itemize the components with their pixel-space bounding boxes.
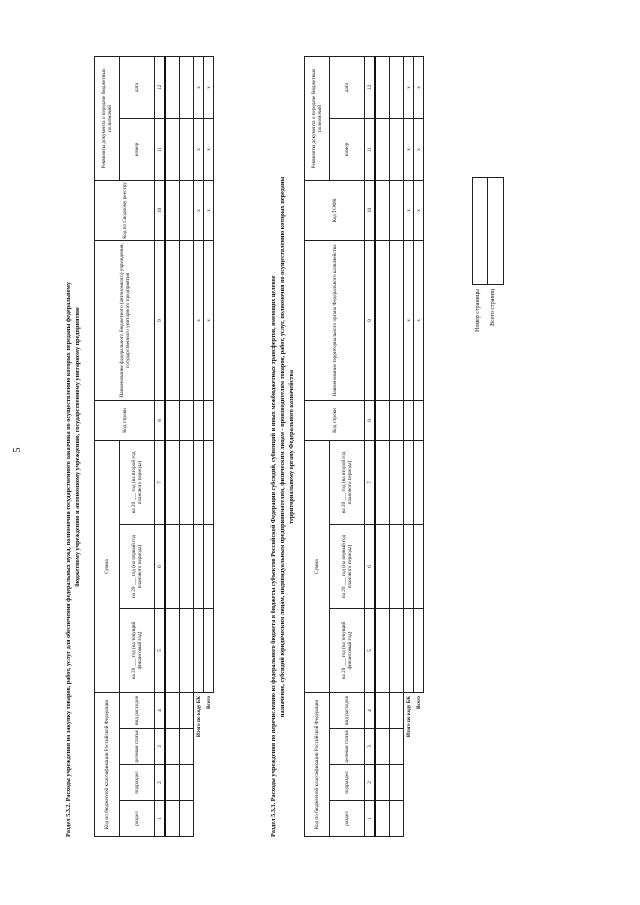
s1-cell[interactable]: [165, 801, 180, 837]
s2-x: x: [414, 240, 424, 400]
page-counter-divider: [487, 178, 488, 284]
s2-cell[interactable]: [375, 729, 390, 765]
s1-cell[interactable]: [204, 400, 214, 440]
s2-cell[interactable]: [375, 118, 390, 180]
s1-col-num: 9: [155, 240, 166, 400]
s2-header-y2: на 20 ___ год (на первый год планового периода): [330, 524, 365, 608]
s1-data-row: [165, 56, 180, 836]
s1-header-cs: целевая статья: [120, 729, 155, 765]
s2-cell[interactable]: [390, 692, 404, 728]
total-pages-label: Всего страниц: [490, 289, 496, 326]
s1-col-num: 8: [155, 400, 166, 440]
s2-cell[interactable]: [414, 524, 424, 608]
s2-header-kbk: Код по бюджетной классификации Российской Федерации: [305, 692, 330, 836]
s2-cell[interactable]: [390, 400, 404, 440]
s1-itogo-label: Итого по коду БК: [194, 692, 204, 836]
s2-col-num: 7: [365, 440, 376, 524]
s2-col-num: 4: [365, 692, 376, 728]
s1-cell[interactable]: [180, 729, 194, 765]
s2-cell[interactable]: [375, 56, 390, 118]
s1-cell[interactable]: [180, 801, 194, 837]
s2-x: x: [414, 180, 424, 240]
s1-x: x: [194, 56, 204, 118]
s2-cell[interactable]: [404, 608, 414, 692]
s1-cell[interactable]: [180, 118, 194, 180]
s2-cell[interactable]: [414, 400, 424, 440]
s2-cell[interactable]: [375, 801, 390, 837]
s2-cell[interactable]: [390, 524, 404, 608]
s1-col-num: 6: [155, 524, 166, 608]
s1-x: x: [194, 240, 204, 400]
s1-vsego-label: Всего: [204, 692, 214, 836]
s2-cell[interactable]: [375, 608, 390, 692]
s2-cell[interactable]: [390, 729, 404, 765]
s1-cell[interactable]: [165, 118, 180, 180]
s2-cell[interactable]: [414, 608, 424, 692]
s1-cell[interactable]: [194, 440, 204, 524]
s2-cell[interactable]: [390, 608, 404, 692]
section2-title-line1: Раздел 5.3.3. Расходы учреждения по перечислению из федерального бюджета в бюджеты субъектов Российской Федерации субсидий, субвенций и иных межбюджетных трансфертов, имеющих целевое: [270, 275, 277, 837]
s2-col-num: 8: [365, 400, 376, 440]
s1-header-data: дата: [120, 56, 155, 118]
s1-cell[interactable]: [165, 729, 180, 765]
s1-col-num: 5: [155, 608, 166, 692]
s1-cell[interactable]: [180, 240, 194, 400]
s2-cell[interactable]: [390, 118, 404, 180]
s2-col-num: 10: [365, 180, 376, 240]
s1-header-podrazdel: подраздел: [120, 765, 155, 801]
s1-cell[interactable]: [165, 400, 180, 440]
section1-title-line1: Раздел 5.3.2. Расходы учреждения на закупку товаров, работ, услуг для обеспечения федеральных нужд, полномочия государственного заказчика по осуществлению которых переданы федеральному: [65, 282, 72, 837]
s2-header-rekv: Реквизиты документа о передаче бюджетных полномочий: [305, 56, 330, 180]
s1-header-nomer: номер: [120, 118, 155, 180]
s1-cell[interactable]: [180, 608, 194, 692]
section2-title-line2: назначение, субсидий юридическим лицам, индивидуальным предпринимателям, физическим лицам - производителям товаров, работ, услуг, полномочия по осуществлению которых переданы: [279, 176, 286, 718]
page-number-label: Номер страницы: [475, 289, 481, 332]
s1-cell[interactable]: [165, 608, 180, 692]
s2-x: x: [404, 180, 414, 240]
s1-cell[interactable]: [165, 240, 180, 400]
s2-x: x: [404, 118, 414, 180]
s1-cell[interactable]: [180, 524, 194, 608]
s1-cell[interactable]: [180, 692, 194, 728]
s1-cell[interactable]: [194, 608, 204, 692]
s1-header-rekv: Реквизиты документа о передаче бюджетных полномочий: [95, 56, 120, 180]
s2-header-cs: целевая статья: [330, 729, 365, 765]
s2-cell[interactable]: [390, 440, 404, 524]
s2-header-summa: Сумма: [305, 440, 330, 692]
s2-data-row: [390, 56, 404, 836]
s2-cell[interactable]: [375, 180, 390, 240]
s2-cell[interactable]: [390, 180, 404, 240]
s1-x: x: [194, 118, 204, 180]
s2-itogo-label: Итого по коду БК: [404, 692, 414, 836]
s2-cell[interactable]: [390, 801, 404, 837]
s1-cell[interactable]: [194, 524, 204, 608]
s2-cell[interactable]: [390, 240, 404, 400]
s1-cell[interactable]: [204, 608, 214, 692]
s1-header-y3: на 20 ___ год (на второй год планового периода): [120, 440, 155, 524]
s1-header-y2: на 20 ___ год (на первый год планового периода): [120, 524, 155, 608]
s1-col-num: 4: [155, 692, 166, 728]
s2-col-num: 6: [365, 524, 376, 608]
s2-cell[interactable]: [375, 524, 390, 608]
page-number: 5: [12, 447, 23, 453]
s2-itogo-row: [404, 56, 414, 836]
s1-col-num: 3: [155, 729, 166, 765]
s1-cell[interactable]: [194, 400, 204, 440]
s2-x: x: [404, 56, 414, 118]
s1-cell[interactable]: [204, 524, 214, 608]
s2-cell[interactable]: [404, 524, 414, 608]
s2-cell[interactable]: [404, 400, 414, 440]
s1-x: x: [204, 118, 214, 180]
s1-header-y1: на 20 ___ год (на текущий финансовый год): [120, 608, 155, 692]
s2-col-num: 12: [365, 56, 376, 118]
s2-col-num: 9: [365, 240, 376, 400]
s1-cell[interactable]: [165, 56, 180, 118]
s2-x: x: [414, 56, 424, 118]
s2-col-num: 3: [365, 729, 376, 765]
s1-col-num: 10: [155, 180, 166, 240]
s2-cell[interactable]: [414, 440, 424, 524]
s1-col-num: 2: [155, 765, 166, 801]
s1-cell[interactable]: [204, 440, 214, 524]
s2-header-nomer: номер: [330, 118, 365, 180]
s2-col-num: 1: [365, 801, 376, 837]
s2-cell[interactable]: [390, 56, 404, 118]
s2-col-num: 11: [365, 118, 376, 180]
section1-table: [94, 56, 214, 837]
s1-cell[interactable]: [180, 180, 194, 240]
s2-cell[interactable]: [375, 765, 390, 801]
s1-x: x: [204, 56, 214, 118]
s1-col-num: 1: [155, 801, 166, 837]
s1-x: x: [204, 180, 214, 240]
s1-vsego-row: [204, 56, 214, 836]
s1-cell[interactable]: [165, 692, 180, 728]
s1-cell[interactable]: [180, 400, 194, 440]
s1-header-vid: вид расходов: [120, 692, 155, 728]
s2-cell[interactable]: [375, 692, 390, 728]
s2-x: x: [414, 118, 424, 180]
s1-cell[interactable]: [180, 765, 194, 801]
s2-vsego-row: [414, 56, 424, 836]
s2-vsego-label: Всего: [414, 692, 424, 836]
s1-cell[interactable]: [165, 765, 180, 801]
s2-col-num: 2: [365, 765, 376, 801]
s1-header-razdel: раздел: [120, 801, 155, 837]
s1-cell[interactable]: [180, 440, 194, 524]
s1-cell[interactable]: [165, 524, 180, 608]
s1-header-kbk: Код по бюджетной классификации Российской Федерации: [95, 692, 120, 836]
s2-header-y3: на 20 ___ год (на второй год планового периода): [330, 440, 365, 524]
s2-cell[interactable]: [375, 440, 390, 524]
s2-cell[interactable]: [375, 240, 390, 400]
s1-data-row: [180, 56, 194, 836]
s1-header-summa: Сумма: [95, 440, 120, 692]
s2-data-row: [375, 56, 390, 836]
s2-header-razdel: раздел: [330, 801, 365, 837]
s1-cell[interactable]: [165, 440, 180, 524]
s2-cell[interactable]: [375, 400, 390, 440]
s1-col-num: 11: [155, 118, 166, 180]
s1-header-kod-stroki: Код строки: [95, 400, 155, 440]
s1-col-num: 7: [155, 440, 166, 524]
s1-itogo-row: [194, 56, 204, 836]
s2-header-kod-stroki: Код строки: [305, 400, 365, 440]
s2-cell[interactable]: [404, 440, 414, 524]
s2-header-vid: вид расходов: [330, 692, 365, 728]
s1-x: x: [194, 180, 204, 240]
s2-header-y1: на 20 ___ год (на текущий финансовый год): [330, 608, 365, 692]
section2-table: [304, 56, 424, 837]
s2-x: x: [404, 240, 414, 400]
s1-col-num: 12: [155, 56, 166, 118]
page-counter-box: [472, 177, 504, 285]
s2-col-num: 5: [365, 608, 376, 692]
s2-header-data: дата: [330, 56, 365, 118]
s1-cell[interactable]: [165, 180, 180, 240]
s1-header-kod-reestr: Код по Сводному реестру: [95, 180, 155, 240]
s1-header-name: Наименование федерального бюджетного (автономного) учреждения, государственного унитарного предприятия: [95, 240, 155, 400]
s1-x: x: [204, 240, 214, 400]
s2-header-podrazdel: подраздел: [330, 765, 365, 801]
s2-cell[interactable]: [390, 765, 404, 801]
s2-header-kod-tofk: Код ТОФК: [305, 180, 365, 240]
section1-title-line2: бюджетному учреждению и автономному учреждению, государственному унитарному предприятию: [74, 307, 81, 587]
s2-header-name: Наименование территориального органа Федерального казначейства: [305, 240, 365, 400]
section2-title-line3: территориальному органу Федерального казначейства: [288, 370, 295, 524]
s1-cell[interactable]: [180, 56, 194, 118]
